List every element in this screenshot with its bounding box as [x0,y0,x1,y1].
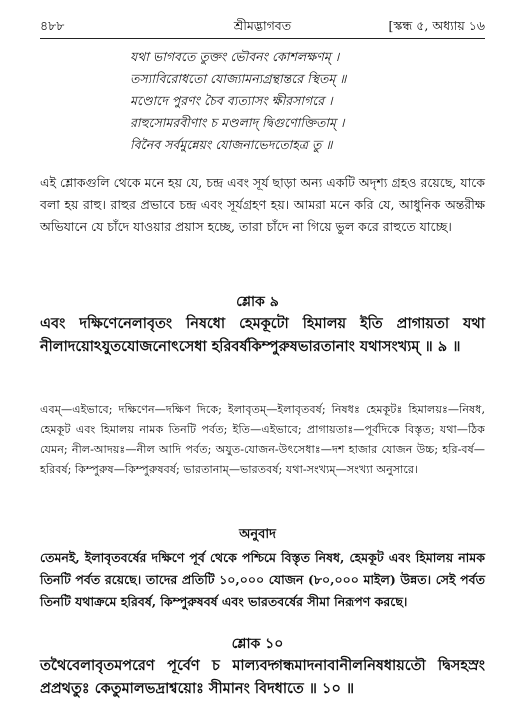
synonyms-paragraph: এবম্—এইভাবে; দক্ষিণেন—দক্ষিণ দিকে; ইলাবৃতম্—ইলাবৃতবর্ষ; নিষধঃ হেমকূটঃ হিমালয়ঃ—নিষধ, হেমকূট এবং হিমালয় নামক তিনটি পর্বত; ইতি—এইভাবে; প্রাগায়তাঃ—পূর্বদিকে বিস্তৃত; যথা—ঠিক যেমন; নীল-আদয়ঃ—নীল আদি পর্বত; অযুত-যোজন-উৎসেধাঃ—দশ হাজার যোজন উচ্চ; হরি-বর্ষ—হরিবর্ষ; কিম্পুরুষ—কিম্পুরুষবর্ষ; ভারতানাম্—ভারতবর্ষ; যথা-সংখ্যম্—সংখ্যা অনুসারে। [40,403,485,476]
sloka-10-heading: শ্লোক ১০ [231,636,284,652]
section-label: [স্কন্ধ ৫, অধ্যায় ১৬ [388,18,485,33]
purport-paragraph: এই শ্লোকগুলি থেকে মনে হয় যে, চন্দ্র এবং সূর্য ছাড়া অন্য একটি অদৃশ্য গ্রহও রয়েছে, যাকে বলা হয় রাহু। রাহুর প্রভাবে চন্দ্র এবং সূর্যগ্রহণ হয়। আমরা মনে করি যে, আধুনিক অন্তরীক্ষ অভিযানে যে চাঁদে যাওয়ার প্রয়াস হচ্ছে, তারা চাঁদে না গিয়ে ভুল করে রাহুতে যাচ্ছে। [40,175,485,234]
page-header [40,18,485,40]
verse-line: তস্যাবিরোধতো যোজ্যামন্যগ্রন্থান্তরে স্থিতম্ ॥ [130,71,347,86]
verse-line: মণ্ডোদে পুরণং চৈব ব্যত্যাসং ক্ষীরসাগরে । [130,93,333,108]
book-title: শ্রীমদ্ভাগবত [233,18,292,33]
translation-heading: অনুবাদ [239,527,276,542]
sloka-9-heading: শ্লোক ৯ [236,294,279,310]
translation-paragraph: তেমনই, ইলাবৃতবর্ষের দক্ষিণে পূর্ব থেকে পশ্চিমে বিস্তৃত নিষধ, হেমকূট এবং হিমালয় নামক তিনটি পর্বত রয়েছে। তাদের প্রতিটি ১০,০০০ যোজন (৮০,০০০ মাইল) উন্নত। সেই পর্বত তিনটি যথাক্রমে হরিবর্ষ, কিম্পুরুষবর্ষ এবং ভারতবর্ষের সীমা নিরূপণ করছে। [40,550,485,609]
verse-block [130,46,346,156]
sloka-10-text: তথৈবেলাবৃতমপরেণ পূর্বেণ চ মাল্যবদ্গন্ধমাদনাবানীলনিষধায়তৌ দ্বিসহস্রং প্রপ্রথতুঃ কেতুমালভদ্রাশ্বয়োঃ সীমানং বিদধাতে ॥ ১০ ॥ [40,657,485,697]
verse-line: বিনৈব সর্বমুন্নেয়ং যোজনাভেদতোহত্র তু ॥ [130,137,333,152]
verse-line: যথা ভাগবতে তুক্তং ভৌবনং কোশলক্ষণম্ । [130,49,340,64]
header-rule [40,38,485,39]
page-number: ৪৮৮ [40,18,65,33]
sloka-9-text: এবং দক্ষিণেনেলাবৃতং নিষধো হেমকূটো হিমালয় ইতি প্রাগায়তা যথা নীলাদয়োঽযুতযোজনোৎসেধা হরিবর্ষকিম্পুরুষভারতানাং যথাসংখ্যম্ ॥ ৯ ॥ [40,315,485,355]
verse-line: রাহুসোমরবীণাং চ মণ্ডলাদ্ দ্বিগুণোক্তিতাম্ । [130,115,345,130]
